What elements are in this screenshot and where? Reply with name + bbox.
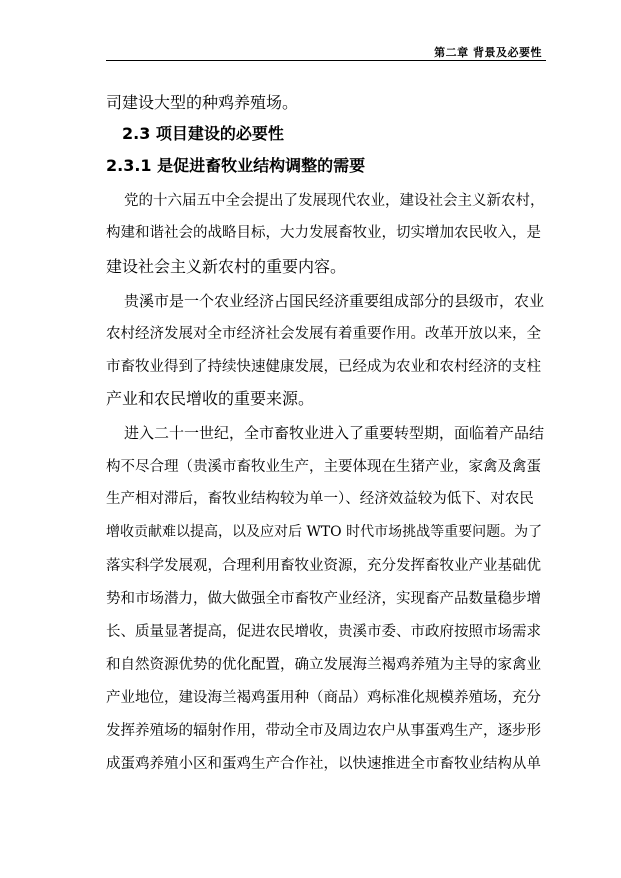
text-line: 生产相对滞后，畜牧业结构较为单一）、经济效益较为低下、对农民 [106,491,534,507]
chapter-label: 第二章 背景及必要性 [434,46,542,59]
text-line: 发挥养殖场的辐射作用，带动全市及周边农户从事蛋鸡生产，逐步形 [106,723,541,739]
text-line: 司建设大型的种鸡养殖场。 [106,93,299,112]
subsection-heading: 2.3.1 是促进畜牧业结构调整的需要 [106,156,366,175]
text-line: 市畜牧业得到了持续快速健康发展，已经成为农业和农村经济的支柱 [106,359,541,375]
text-line: 构不尽合理（贵溪市畜牧业生产，主要体现在生猪产业，家禽及禽蛋 [106,459,541,475]
section-heading: 2.3 项目建设的必要性 [122,124,284,143]
text-line: 进入二十一世纪，全市畜牧业进入了重要转型期，面临着产品结 [124,424,545,442]
text-line: 产业地位，建设海兰褐鸡蛋用种（商品）鸡标准化规模养殖场，充分 [106,690,541,706]
text-line: 产业和农民增收的重要来源。 [106,389,315,408]
text-line: 增收贡献难以提高，以及应对后 WTO 时代市场挑战等重要问题。为了 [106,524,543,540]
text-line: 落实科学发展观，合理利用畜牧业资源，充分发挥畜牧业产业基础优 [106,558,541,574]
text-line: 农村经济发展对全市经济社会发展有着重要作用。改革开放以来，全 [106,326,541,342]
text-line: 和自然资源优势的优化配置，确立发展海兰褐鸡养殖为主导的家禽业 [106,657,541,673]
text-line: 长、质量显著提高，促进农民增收，贵溪市委、市政府按照市场需求 [106,624,541,640]
text-line: 建设社会主义新农村的重要内容。 [106,257,347,276]
text-line: 成蛋鸡养殖小区和蛋鸡生产合作社，以快速推进全市畜牧业结构从单 [106,756,541,772]
text-line: 势和市场潜力，做大做强全市畜牧产业经济，实现畜产品数量稳步增 [106,591,541,607]
text-line: 构建和谐社会的战略目标，大力发展畜牧业，切实增加农民收入，是 [106,225,541,241]
text-line: 党的十六届五中全会提出了发展现代农业，建设社会主义新农村， [124,193,545,209]
running-header [106,44,546,61]
text-line: 贵溪市是一个农业经济占国民经济重要组成部分的县级市，农业 [124,292,545,310]
